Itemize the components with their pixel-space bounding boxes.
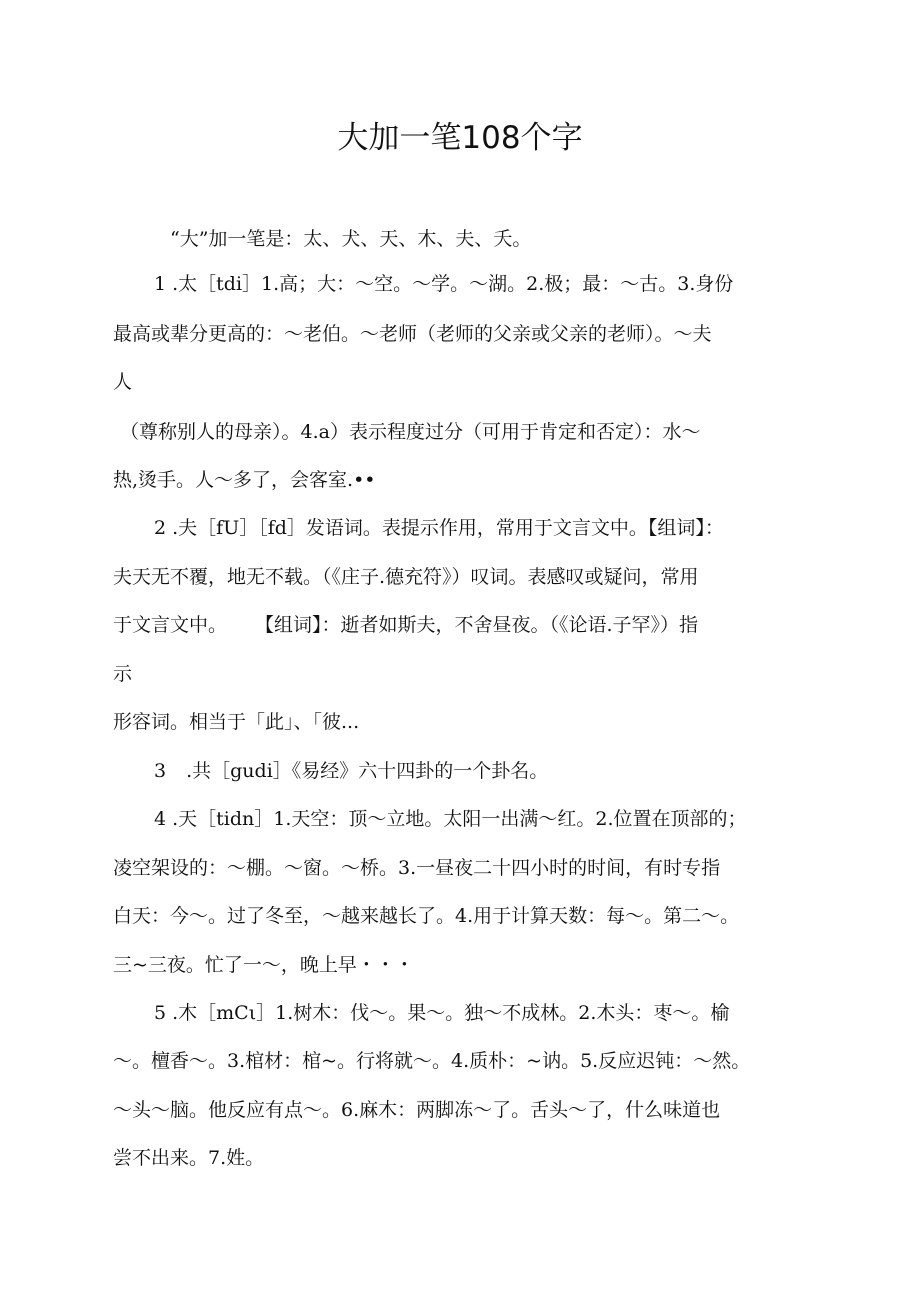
- entry-tai-line-5: 热,烫手。人～多了，会客室.••: [113, 469, 376, 491]
- entry-tai-line-4: （尊称别人的母亲）。4.a）表示程度过分（可用于肯定和否定）：水～: [120, 421, 701, 443]
- entry-mu-line-1: 5 .木［mCι］1.树木：伐～。果～。独～不成林。2.木头：枣～。榆: [154, 1002, 730, 1024]
- document-title: 大加一笔108个字: [337, 120, 583, 156]
- entry-tian-line-4: 三~三夜。忙了一～，晚上早・・・: [113, 954, 414, 976]
- entry-fu-line-3-a: 于文言文中。: [113, 614, 228, 636]
- entry-fu-line-4: 示: [113, 663, 133, 685]
- entry-mu-line-3: ～头～脑。他反应有点～。6.麻木：两脚冻～了。舌头～了，什么味道也: [113, 1099, 721, 1121]
- entry-tai-line-3: 人: [113, 371, 133, 393]
- entry-gong-number: 3: [154, 760, 167, 782]
- entry-tai-line-2: 最高或辈分更高的：～老伯。～老师（老师的父亲或父亲的老师）。～夫: [113, 323, 712, 345]
- entry-fu-line-3-b: 【组词】：逝者如斯夫，不舍昼夜。（《论语.子罕》）指: [255, 614, 699, 636]
- entry-gong-text: .共［gudi］《易经》六十四卦的一个卦名。: [186, 760, 549, 782]
- entry-tian-line-3: 白天：今～。过了冬至，～越来越长了。4.用于计算天数：每～。第二～。: [113, 905, 740, 927]
- entry-mu-line-2: ～。檀香～。3.棺材：棺~。行将就～。4.质朴：~讷。5.反应迟钝：～然。: [113, 1050, 751, 1072]
- entry-fu-line-3: [113, 611, 823, 639]
- entry-tian-line-1: 4 .天［tidn］1.天空：顶～立地。太阳一出满～红。2.位置在顶部的；: [154, 808, 747, 830]
- entry-tai-line-1: 1 .太［tdi］1.高；大：～空。～学。～湖。2.极；最：～古。3.身份: [154, 273, 734, 295]
- intro-line: “大”加一笔是：太、犬、天、木、夫、夭。: [170, 228, 532, 250]
- entry-fu-line-5: 形容词。相当于「此」、「彼...: [113, 711, 360, 733]
- entry-mu-line-4: 尝不出来。7.姓。: [113, 1147, 265, 1169]
- entry-tian-line-2: 凌空架设的：～棚。～窗。～桥。3.一昼夜二十四小时的时间，有时专指: [113, 857, 721, 879]
- entry-fu-line-2: 夫天无不覆，地无不载。（《庄子.德充符》）叹词。表感叹或疑问，常用: [113, 566, 699, 588]
- entry-gong-line-1: [154, 757, 864, 785]
- entry-fu-line-1: 2 .夫［fU］［fd］发语词。表提示作用，常用于文言文中。【组词】：: [154, 517, 724, 539]
